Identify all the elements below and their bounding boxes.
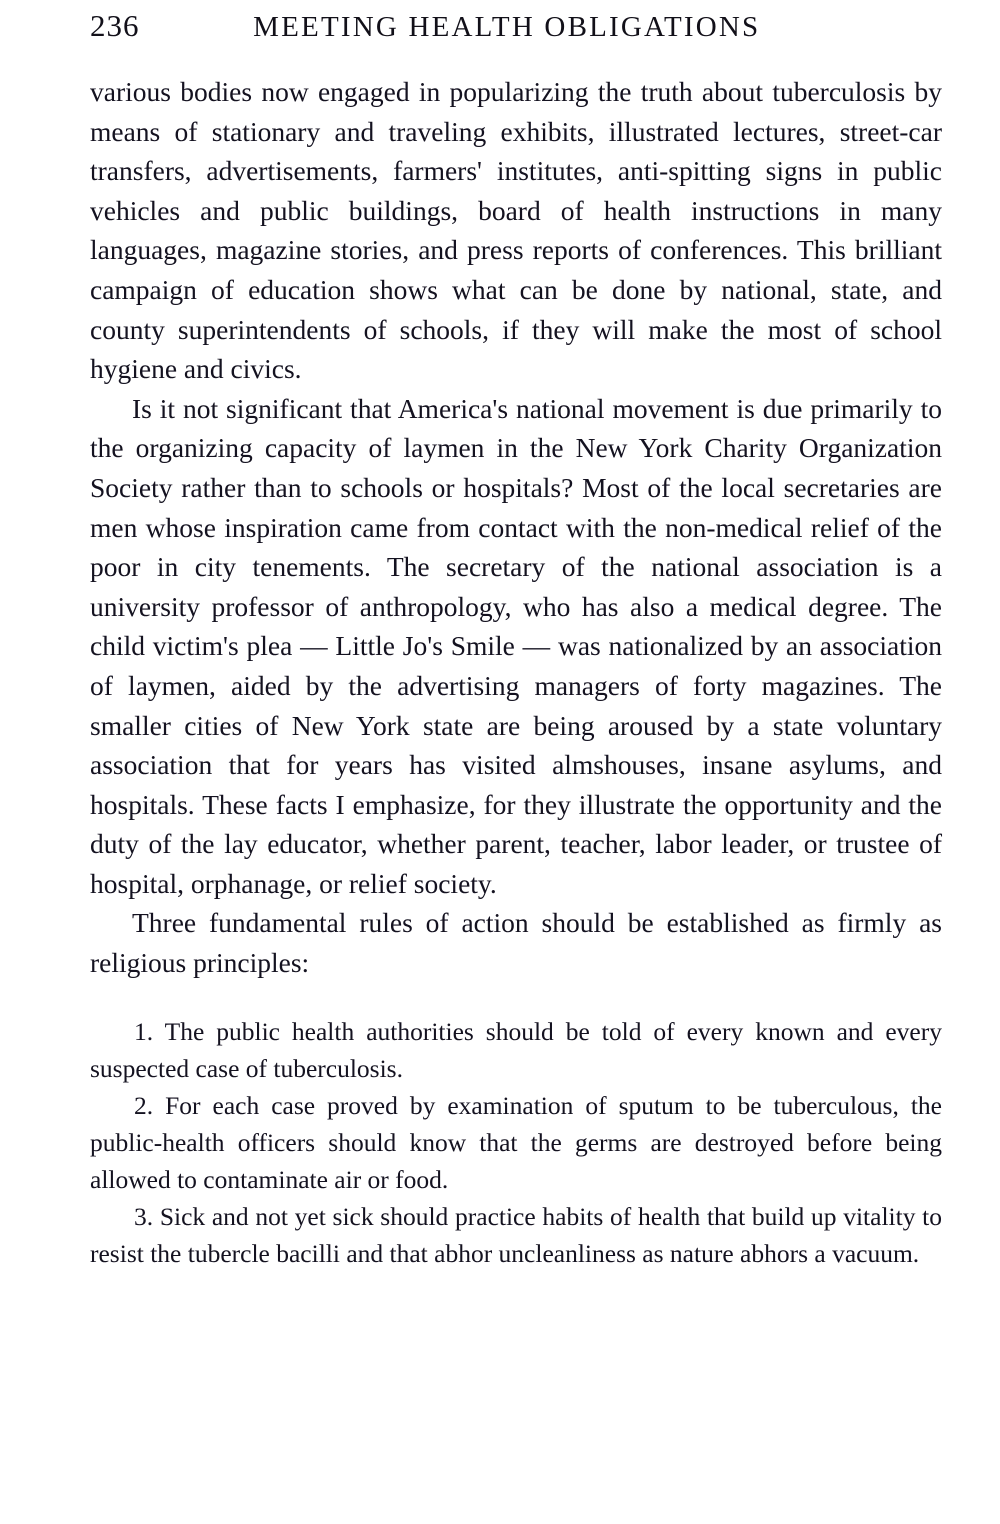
rule-item-1: 1. The public health authorities should be told of every known and every suspected case of tuberculosis. (90, 1016, 942, 1083)
body-text (90, 72, 942, 1272)
page-number: 236 (90, 8, 140, 43)
page-header (90, 8, 940, 54)
paragraph-2: Is it not significant that America's national movement is due primarily to the organizing capacity of laymen in the New York Charity Organization Society rather than to schools or hospitals? Most of the local secretaries are men whose inspiration came from contact with the non-medical relief of the poor in city tenements. The secretary of the national association is a university professor of anthropology, who has also a medical degree. The child victim's plea — Little Jo's Smile — was nationalized by an association of laymen, aided by the advertising managers of forty magazines. The smaller cities of New York state are being aroused by a state voluntary association that for years has visited almshouses, insane asylums, and hospitals. These facts I emphasize, for they illustrate the opportunity and the duty of the lay educator, whether parent, teacher, labor leader, or trustee of hospital, orphanage, or relief society. (90, 392, 942, 899)
numbered-rules-list (90, 1013, 942, 1272)
running-head: MEETING HEALTH OBLIGATIONS (253, 11, 761, 43)
rule-item-3: 3. Sick and not yet sick should practice habits of health that build up vitality to resist the tubercle bacilli and that abhor uncleanliness as nature abhors a vacuum. (90, 1201, 942, 1268)
rule-item-2: 2. For each case proved by examination of sputum to be tuberculous, the public-health officers should know that the germs are destroyed before being allowed to contaminate air or food. (90, 1090, 942, 1194)
paragraph-3: Three fundamental rules of action should be established as firmly as religious principles: (90, 907, 942, 979)
paragraph-1: various bodies now engaged in popularizing the truth about tuberculosis by means of stationary and traveling exhibits, illustrated lectures, street-car transfers, advertisements, farmers' institutes, anti-spitting signs in public vehicles and public buildings, board of health instructions in many languages, magazine stories, and press reports of conferences. This brilliant campaign of education shows what can be done by national, state, and county superintendents of schools, if they will make the most of school hygiene and civics. (90, 76, 942, 385)
